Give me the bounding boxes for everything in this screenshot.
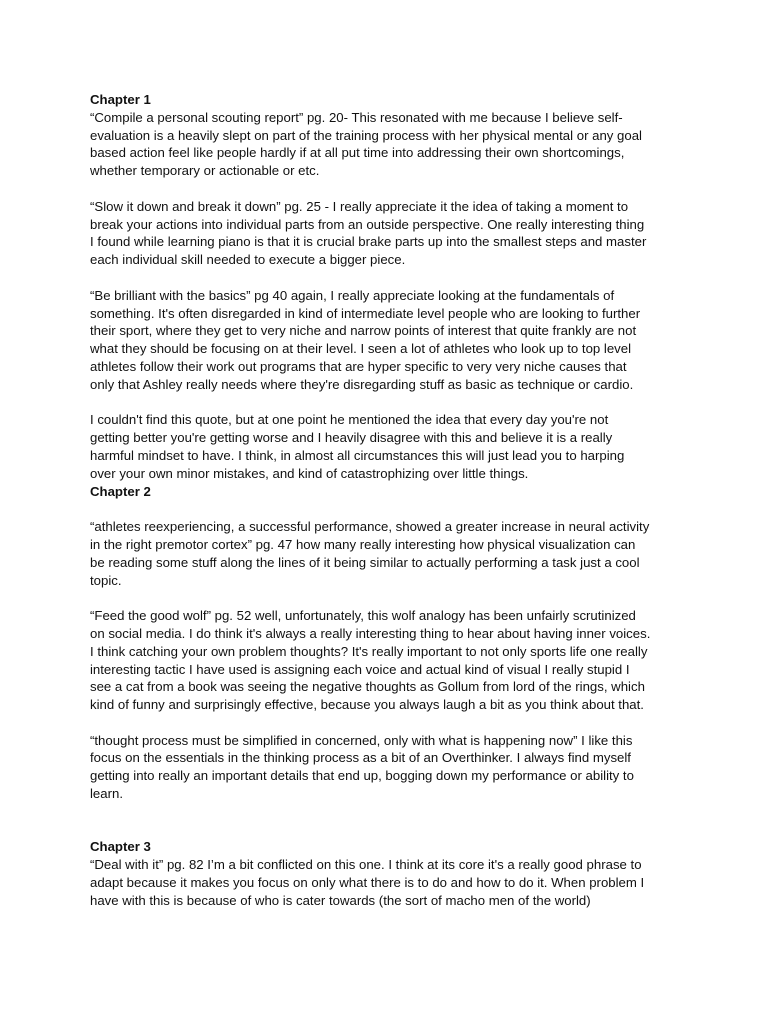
chapter-1-paragraph-2: “Slow it down and break it down” pg. 25 - I really appreciate it the idea of taking a moment to break your actions into individual parts from an outside perspective. One really interesting thing I found while learning piano is that it is crucial brake parts up into the smallest steps and master each individual skill needed to execute a bigger piece. [90,198,647,268]
chapter-2-paragraph-1: “athletes reexperiencing, a successful performance, showed a greater increase in neural activity in the right premotor cortex” pg. 47 how many really interesting how physical visualization can be reading some stuff along the lines of it being similar to actually performing a task just a cool topic. [90,519,650,588]
section-spacer [90,803,690,839]
chapter-2-paragraph-2: “Feed the good wolf” pg. 52 well, unfortunately, this wolf analogy has been unfairly scrutinized on social media. I do think it's always a really interesting thing to hear about having inner voices. I think catching your own problem thoughts? It's really important to not only sports life one really interesting tactic I have used is assigning each voice and actual kind of visual I really stupid I see a cat from a book was seeing the negative thoughts as Gollum from lord of the rings, which kind of funny and surprisingly effective, because you always laugh a bit as you think about that. [90,608,651,713]
document-page [90,91,690,910]
chapter-1-paragraph-1: “Compile a personal scouting report” pg. 20- This resonated with me because I believe self- evaluation is a heavily slept on part of the training process with her physical mental or any goal based action feel like people hardly if at all put time into addressing their own shortcomings, whether temporary or actionable or etc. [90,109,642,179]
chapter-1-paragraph-4: I couldn't find this quote, but at one point he mentioned the idea that every day you're not getting better you're getting worse and I heavily disagree with this and believe it is a really harmful mindset to have. I think, in almost all circumstances this will just lead you to harping over your own minor mistakes, and kind of catastrophizing over little things. [90,412,625,481]
chapter-2-heading: Chapter 2 [90,483,151,499]
paragraph-spacer [90,269,690,287]
paragraph-spacer [90,180,690,198]
chapter-3-paragraph-1: “Deal with it” pg. 82 I’m a bit conflicted on this one. I think at its core it's a really good phrase to adapt because it makes you focus on only what there is to do and how to do it. When problem I have with this is because of who is cater towards (the sort of macho men of the world) [90,857,645,908]
chapter-3-heading: Chapter 3 [90,839,151,855]
chapter-1-paragraph-3: “Be brilliant with the basics” pg 40 again, I really appreciate looking at the fundamentals of something. It's often disregarded in kind of intermediate level people who are looking to further their sport, where they get to very niche and narrow points of interest that quite frankly are not what they should be focusing on at their level. I seen a lot of athletes who look up to top level athletes follow their work out programs that are hyper specific to very very niche causes that only that Ashley really needs where they're disregarding stuff as basic as technique or cardio. [90,287,641,392]
chapter-2-paragraph-3: “thought process must be simplified in concerned, only with what is happening now” I like this focus on the essentials in the thinking process as a bit of an Overthinker. I always find myself getting into really an important details that end up, bogging down my performance or ability to learn. [90,732,634,802]
chapter-1-heading: Chapter 1 [90,92,151,107]
paragraph-spacer [90,500,690,518]
paragraph-spacer [90,589,690,607]
paragraph-spacer [90,394,690,412]
paragraph-spacer [90,714,690,732]
